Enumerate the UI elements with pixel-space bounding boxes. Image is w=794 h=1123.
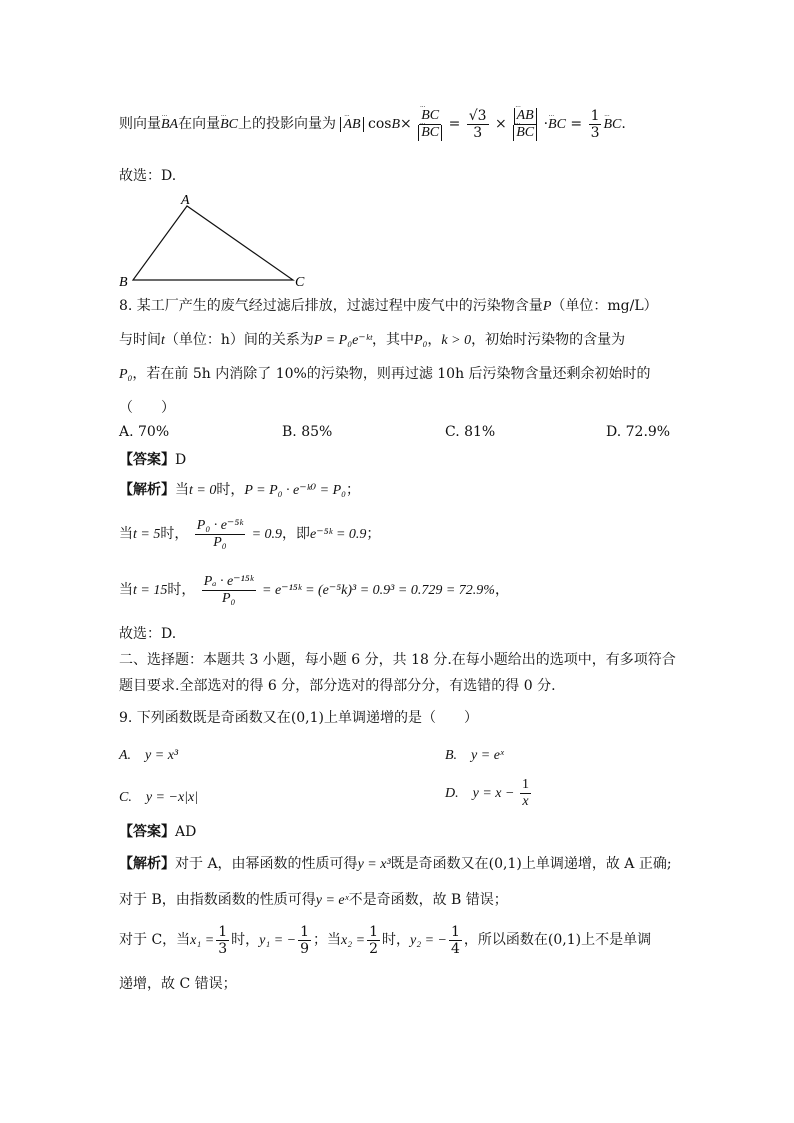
math: x₂ = — [341, 933, 366, 948]
text: ； — [366, 526, 381, 542]
times: × — [495, 116, 507, 132]
q9-stem — [119, 708, 478, 728]
den: x — [522, 794, 529, 810]
text: ，若在前 5h 内消除了 10%的污染物，则再过滤 10h 后污染物含量还剩余初始时的 — [132, 366, 651, 382]
num: √3 — [468, 107, 487, 124]
text: D. y = x − — [445, 786, 515, 801]
text: ，所以函数在 — [463, 932, 548, 948]
den: ᐧᐧᐧ BC — [418, 125, 442, 141]
den: 2 — [369, 940, 378, 957]
projection-line — [119, 106, 626, 143]
num: 1 — [369, 923, 378, 940]
dot: · — [543, 116, 549, 132]
var-p0: P₀ — [119, 367, 133, 382]
vertex-c: C — [295, 275, 305, 290]
q8-explain-2 — [119, 514, 380, 555]
text: ， — [494, 582, 509, 598]
text: ； — [346, 482, 361, 498]
interval: (0,1) — [290, 710, 325, 726]
q9-explain-4: 递增，故 C 错误； — [119, 976, 237, 992]
den: 3 — [590, 124, 600, 141]
text: 9. 下列函数既是奇函数又在 — [119, 710, 291, 726]
text: 上的投影向量为 — [238, 116, 336, 132]
fraction — [367, 924, 380, 957]
text: 上单调递增的是（ ） — [324, 710, 479, 726]
condition: k > 0 — [441, 333, 472, 348]
q8-line-4: （ ） — [119, 400, 175, 416]
q8-option-c: C. 81% — [445, 424, 496, 440]
num: 1 — [218, 923, 228, 940]
fraction-sqrt3 — [467, 108, 489, 141]
var-p0: P₀ — [413, 333, 428, 348]
text: 当 — [119, 526, 133, 542]
q9-option-d — [445, 774, 533, 814]
den: 3 — [473, 124, 483, 141]
equals: = — [448, 116, 461, 132]
var-p: P — [542, 299, 552, 314]
text: ， — [427, 332, 442, 348]
vector-bc: ᐧᐧᐧ BC — [220, 107, 238, 143]
fraction — [195, 518, 245, 551]
text: 时， — [160, 526, 189, 542]
text: ；当 — [313, 932, 342, 948]
text: 在向量 — [178, 116, 221, 132]
q9-explain-1 — [119, 854, 672, 875]
q9-explain-2 — [119, 890, 508, 911]
label: 【答案】 — [119, 452, 175, 468]
math: P = P₀ · e⁻ᵏ⁰ = P₀ — [244, 483, 347, 498]
den: 3 — [218, 940, 228, 957]
text: ，其中 — [371, 332, 414, 348]
text: 则向量 — [119, 116, 161, 132]
q9-option-a: A. y = x³ — [119, 748, 179, 763]
text: 时， — [381, 932, 410, 948]
num: 1 — [300, 923, 310, 940]
section2-line-1: 二、选择题：本题共 3 小题，每小题 6 分，共 18 分.在每小题给出的选项中，有多项符合 — [119, 652, 676, 668]
unit: mg/L — [607, 298, 644, 314]
q8-line-1 — [119, 296, 658, 317]
num: ᐧᐧᐧ AB — [514, 108, 537, 125]
math: y = eˣ — [315, 893, 349, 908]
num: Pₐ · e⁻¹⁵ᵏ — [203, 573, 254, 589]
q8-answer — [119, 450, 186, 470]
q8-explain-3 — [119, 570, 509, 611]
math: = e⁻¹⁵ᵏ = (e⁻⁵k)³ = 0.9³ = 0.729 = 72.9% — [262, 583, 495, 598]
text: （单位： — [551, 298, 608, 314]
q9-option-b: B. y = eˣ — [445, 748, 504, 763]
num: 1 — [521, 777, 529, 793]
q8-option-b: B. 85% — [282, 424, 333, 440]
value: D — [175, 452, 187, 468]
vector-ab: ᐧᐧᐧ AB — [343, 107, 360, 143]
select-d-1: 故选：D. — [119, 168, 177, 184]
text: 不是奇函数，故 B 错误； — [348, 892, 508, 908]
fraction — [449, 924, 462, 957]
math: x₁ = — [190, 933, 215, 948]
text: 当 — [175, 482, 189, 498]
den: ᐧᐧᐧ BC — [513, 125, 537, 141]
vector-bc: ᐧᐧᐧ BC — [548, 107, 566, 143]
text: 上不是单调 — [581, 932, 652, 948]
text: 时， — [231, 932, 260, 948]
q8-line-3 — [119, 364, 651, 385]
vertex-a: A — [181, 193, 190, 208]
fraction-ab-bc — [513, 108, 537, 141]
fraction — [520, 777, 531, 810]
label: 【解析】 — [119, 482, 175, 498]
q9-explain-3 — [119, 920, 651, 961]
den: 4 — [450, 940, 460, 957]
text: 与时间 — [119, 332, 161, 348]
math: t = 15 — [133, 583, 168, 598]
math: y = x³ — [357, 857, 391, 872]
period: . — [621, 116, 626, 132]
num: 1 — [450, 923, 460, 940]
vector-bc: ᐧᐧᐧ BC — [603, 107, 621, 143]
text: ，初始时污染物的含量为 — [471, 332, 626, 348]
vertex-b: B — [119, 275, 128, 290]
angle-b: B — [391, 117, 401, 132]
triangle-figure — [115, 190, 315, 290]
text: 既是奇函数又在 — [390, 856, 489, 872]
text: （单位：h）间的关系为 — [164, 332, 314, 348]
cos: cos — [368, 116, 392, 132]
var-t: t — [161, 333, 165, 348]
section2-line-2: 题目要求.全部选对的得 6 分，部分选对的得部分分，有选错的得 0 分. — [119, 678, 556, 694]
q8-option-d: D. 72.9% — [606, 424, 671, 440]
text: 对于 C，当 — [119, 932, 191, 948]
math: y₁ = − — [259, 933, 297, 948]
fraction-bc — [418, 108, 442, 141]
text: 8. 某工厂产生的废气经过滤后排放，过滤过程中废气中的污染物含量 — [119, 298, 543, 314]
text: 对于 B，由指数函数的性质可得 — [119, 892, 316, 908]
den: P₀ — [213, 534, 227, 550]
math: = 0.9 — [251, 527, 283, 542]
fraction-one-third — [589, 108, 602, 141]
q9-option-c: C. y = −x|x| — [119, 790, 199, 805]
select-d-2: 故选：D. — [119, 626, 177, 642]
text: 对于 A，由幂函数的性质可得 — [175, 856, 358, 872]
interval: (0,1) — [547, 932, 582, 948]
abs-ab — [340, 117, 363, 132]
vector-ba: ᐧᐧᐧ BA — [161, 107, 178, 143]
num: 1 — [590, 107, 600, 124]
triangle-shape — [133, 206, 293, 280]
text: 当 — [119, 582, 133, 598]
fraction — [202, 574, 256, 607]
text: ，即 — [282, 526, 311, 542]
text: 上单调递增，故 A 正确; — [521, 856, 672, 872]
times: × — [400, 116, 412, 132]
text: 时， — [167, 582, 196, 598]
num: P₀ · e⁻⁵ᵏ — [196, 517, 244, 533]
q9-answer — [119, 822, 196, 842]
den: 9 — [300, 940, 310, 957]
math: y₂ = − — [409, 933, 447, 948]
text: 时， — [216, 482, 245, 498]
formula: P = P₀e⁻ᵏᵗ — [313, 333, 372, 348]
text: ） — [643, 298, 658, 314]
value: AD — [175, 824, 197, 840]
equals: = — [570, 116, 583, 132]
label: 【答案】 — [119, 824, 175, 840]
q8-explain-1 — [119, 480, 360, 501]
fraction — [298, 924, 311, 957]
q8-option-a: A. 70% — [119, 424, 170, 440]
fraction — [216, 924, 229, 957]
math: t = 5 — [133, 527, 161, 542]
den: P₀ — [221, 590, 236, 606]
math: e⁻⁵ᵏ = 0.9 — [310, 527, 367, 542]
q8-line-2 — [119, 330, 625, 351]
num: ᐧᐧᐧ BC — [419, 108, 441, 125]
interval: (0,1) — [488, 856, 522, 872]
label: 【解析】 — [119, 856, 175, 872]
math: t = 0 — [189, 483, 217, 498]
